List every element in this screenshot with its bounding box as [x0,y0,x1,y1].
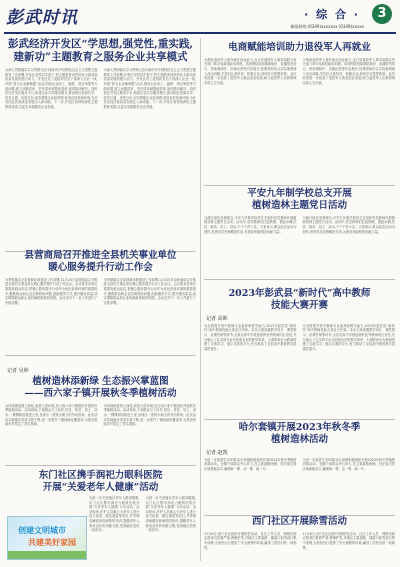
grass-strip [8,551,86,559]
byline: 记者 高晖 [206,315,228,322]
article-title: 东门社区携手润祀力眼科医院 开展“关爱老年人健康”活动 [38,470,163,493]
article-body: 为进一步改善生态环境,哈尔套镇积极组织开展2023年秋冬季植树造林活动。全镇干部群众齐心协力,在主要道路两侧、村庄周边等区域栽植苗木,确保栽一棵、活一棵、绿一片。 为进一步改善生态环境,哈尔套镇积极组织开展2023年秋冬季植树造林活动。全镇干部群众齐心协力,在主要道路两侧、村庄周边等区域栽植苗木,确保栽一棵、活一棵、绿一片。 [204,457,395,471]
article-ecommerce-training [204,38,395,189]
article-business-bureau [5,250,196,359]
article-body: 为贯彻落实全县营商环境建设工作部署,11月20日县营商局召开推进全县机关事业单位暖心服务提升行动工作会议。会议要求各单位要提高政治站位,把暖心服务提升行动作为优化营商环境的重要抓手,聚焦群众和企业急难愁盼问题,创新服务方式,提升服务质量,切实增强群众和企业的满意度和获得感。会议还对下一步工作进行了安排部署。 为贯彻落实全县营商环境建设工作部署,11月20日县营商局召开推进全县机关事业单位暖心服务提升行动工作会议。会议要求各单位要提高政治站位,把暖心服务提升行动作为优化营商环境的重要抓手,聚焦群众和企业急难愁盼问题,创新服务方式,提升服务质量,切实增强群众和企业的满意度和获得感。会议还对下一步工作进行了安排部署。 [5,277,196,305]
article-body: 为进一步关爱辖区老年人眼部健康,东门社区携手润祀力眼科医院开展“关爱老年人健康”义诊活动。活动现场,医护人员耐心为老年人进行视力检查、眼压测量等项目,并详细讲解眼部疾病预防知识,提醒老年人养成良好的用眼习惯,受到辖区居民一致好评。 为进一步关爱辖区老年人眼部健康,东门社区携手润祀力眼科医院开展“关爱老年人健康”义诊活动。活动现场,医护人员耐心为老年人进行视力检查、眼压测量等项目,并详细讲解眼部疾病预防知识,提醒老年人养成良好的用眼习惯,受到辖区居民一致好评。 [89,496,196,533]
article-haertao-planting [204,422,395,519]
article-title: 平安九年制学校总支开展 植树造林主题党日活动 [247,188,352,211]
divider [204,279,395,280]
divider [204,419,395,420]
article-east-gate [5,470,196,560]
page-header [0,0,400,36]
section-label: · 综 合 · [304,8,360,21]
column-divider [200,38,201,561]
article-body: 为帮助退役军人提升就业创业能力,近日县退役军人事务局联合有关部门举办电商技能培训班。培训围绕电商基础知识、直播带货技巧、短视频制作、店铺运营等内容展开,授课老师结合实际案例深入浅出讲解,学员们认真听讲、积极互动,现场学习氛围浓厚。此次培训进一步拓宽了退役军人就业创业渠道,助力退役军人在新领域实现人生价值。 为帮助退役军人提升就业创业能力,近日县退役军人事务局联合有关部门举办电商技能培训班。培训围绕电商基础知识、直播带货技巧、短视频制作、店铺运营等内容展开,授课老师结合实际案例深入浅出讲解,学员们认真听讲、积极互动,现场学习氛围浓厚。此次培训进一步拓宽了退役军人就业创业渠道,助力退役军人在新领域实现人生价值。 [204,57,395,85]
article-dev-zone [5,38,196,255]
article-title: 2023年彭武县“新时代”高中教师 技能大赛开赛 [228,288,371,311]
poster-image: 创建文明城市 共建美好家园 [7,516,87,560]
article-body: 为全面提升高中教师专业素养和教学能力,2023年彭武县“新时代”高中教师技能大赛近日开赛。本次大赛设置教学设计、课堂展示、说课答辩等环节,全县各高中学校选派的优秀教师同台竞技,充分展示了扎实的专业功底和良好的教学风采。大赛的举办为教师搭建了交流学习、展示自我的平台,有力推动了全县高中教育教学质量的提升。 为全面提升高中教师专业素养和教学能力,2023年彭武县“新时代”高中教师技能大赛近日开赛。本次大赛设置教学设计、课堂展示、说课答辩等环节,全县各高中学校选派的优秀教师同台竞技,充分展示了扎实的专业功底和良好的教学风采。大赛的举办为教师搭建了交流学习、展示自我的平台,有力推动了全县高中教育教学质量的提升。 [204,323,395,351]
article-body: 为持续推进国土绿化,改善人居环境,近日西六家子镇组织开展秋冬季植树活动。活动现场,干部群众分工协作,挖坑、扶苗、培土、浇水,一棵棵树苗栽进土里,呈现出一派热火朝天的劳动景象。此次活动共栽植各类苗木数千株,进一步提升了镇域绿化覆盖率,为建设美丽乡村奠定了坚实基础。 为持续推进国土绿化,改善人居环境,近日西六家子镇组织开展秋冬季植树活动。活动现场,干部群众分工协作,挖坑、扶苗、培土、浇水,一棵棵树苗栽进土里,呈现出一派热火朝天的劳动景象。此次活动共栽植各类苗木数千株,进一步提升了镇域绿化覆盖率,为建设美丽乡村奠定了坚实基础。 [5,403,196,427]
article-title: 哈尔套镇开展2023年秋冬季 植树造林活动 [238,422,361,445]
article-title: 彭武经济开发区“学思想,强党性,重实践, 建新功”主题教育之服务企业共享模式 [7,38,193,64]
header-rule [4,32,396,34]
byline: 记者 赵凯 [206,449,228,456]
byline: 记者 吴婷 [7,368,29,374]
masthead-logo: 彭武时讯 [6,8,78,28]
article-body: 为践行绿色发展理念,平安九年制学校党总支组织党员教师开展植树造林主题党日活动。活动中,党员教师们扛起铁锹、提起水桶,挖坑、栽苗、培土、浇水,个个干劲十足。大家表示,要以此次活动为契机,发挥党员先锋模范作用,为建设美丽校园贡献力量。 为践行绿色发展理念,平安九年制学校党总支组织党员教师开展植树造林主题党日活动。活动中,党员教师们扛起铁锹、提起水桶,挖坑、栽苗、培土、浇水,个个干劲十足。大家表示,要以此次活动为契机,发挥党员先锋模范作用,为建设美丽校园贡献力量。 [204,215,395,234]
divider [204,185,395,186]
article-body: 11月6日,西门社区组织开展除雪活动。社区工作人员、网格员和志愿者们冒着严寒,挥锹铲雪,对辖区主要道路、楼道口积雪进行集中清理,为居民出行提供了安全便利的环境,赢得了居民们的一致称赞。 11月6日,西门社区组织开展除雪活动。社区工作人员、网格员和志愿者们冒着严寒,挥锹铲雪,对辖区主要道路、楼道口积雪进行集中清理,为居民出行提供了安全便利的环境,赢得了居民们的一致称赞。 [204,531,395,550]
left-column [5,38,196,561]
article-title: 县营商局召开推进全县机关事业单位 暖心服务提升行动工作会 [24,250,177,273]
issue-info: 新闻热线:(0349)xxxxxxx (0349)xxxxx [290,24,364,29]
article-snow-removal [204,516,395,562]
article-title: 电商赋能培训助力退役军人再就业 [228,42,371,53]
divider [5,355,196,356]
page-number: 3 [372,4,392,24]
right-column [204,38,395,561]
article-school-planting [204,188,395,283]
article-title: 西门社区开展除雪活动 [251,516,347,527]
article-tree-planting [5,364,196,469]
divider [5,465,196,466]
article-title: 植树造林添新绿 生态振兴掌蓝图 ——西六家子镇开展秋冬季植树活动 [24,376,177,399]
article-body: 为深入贯彻落实学习贯彻习近平新时代中国特色社会主义思想主题教育工作部署,开发区坚持以学促干,把主题教育成效转化为推动高质量发展的强大动力。开发区党工委组织党员干部深入企业一线,开展“我为企业解难题”活动,围绕企业用工、融资、项目审批等方面问题,建立问题清单、责任清单和整改清单,逐项推动解决。同时依托开发区服务平台,构建企业共享服务模式,推动园区资源共享、信息互通、优势互补,切实增强企业获得感,营造良好营商环境,为开发区经济高质量发展注入新动能。下一步,开发区将持续深化主题教育成果,以更实举措服务企业发展。 为深入贯彻落实学习贯彻习近平新时代中国特色社会主义思想主题教育工作部署,开发区坚持以学促干,把主题教育成效转化为推动高质量发展的强大动力。开发区党工委组织党员干部深入企业一线,开展“我为企业解难题”活动,围绕企业用工、融资、项目审批等方面问题,建立问题清单、责任清单和整改清单,逐项推动解决。同时依托开发区服务平台,构建企业共享服务模式,推动园区资源共享、信息互通、优势互补,切实增强企业获得感,营造良好营商环境,为开发区经济高质量发展注入新动能。下一步,开发区将持续深化主题教育成果,以更实举措服务企业发展。 [5,68,196,109]
article-teacher-contest [204,288,395,423]
